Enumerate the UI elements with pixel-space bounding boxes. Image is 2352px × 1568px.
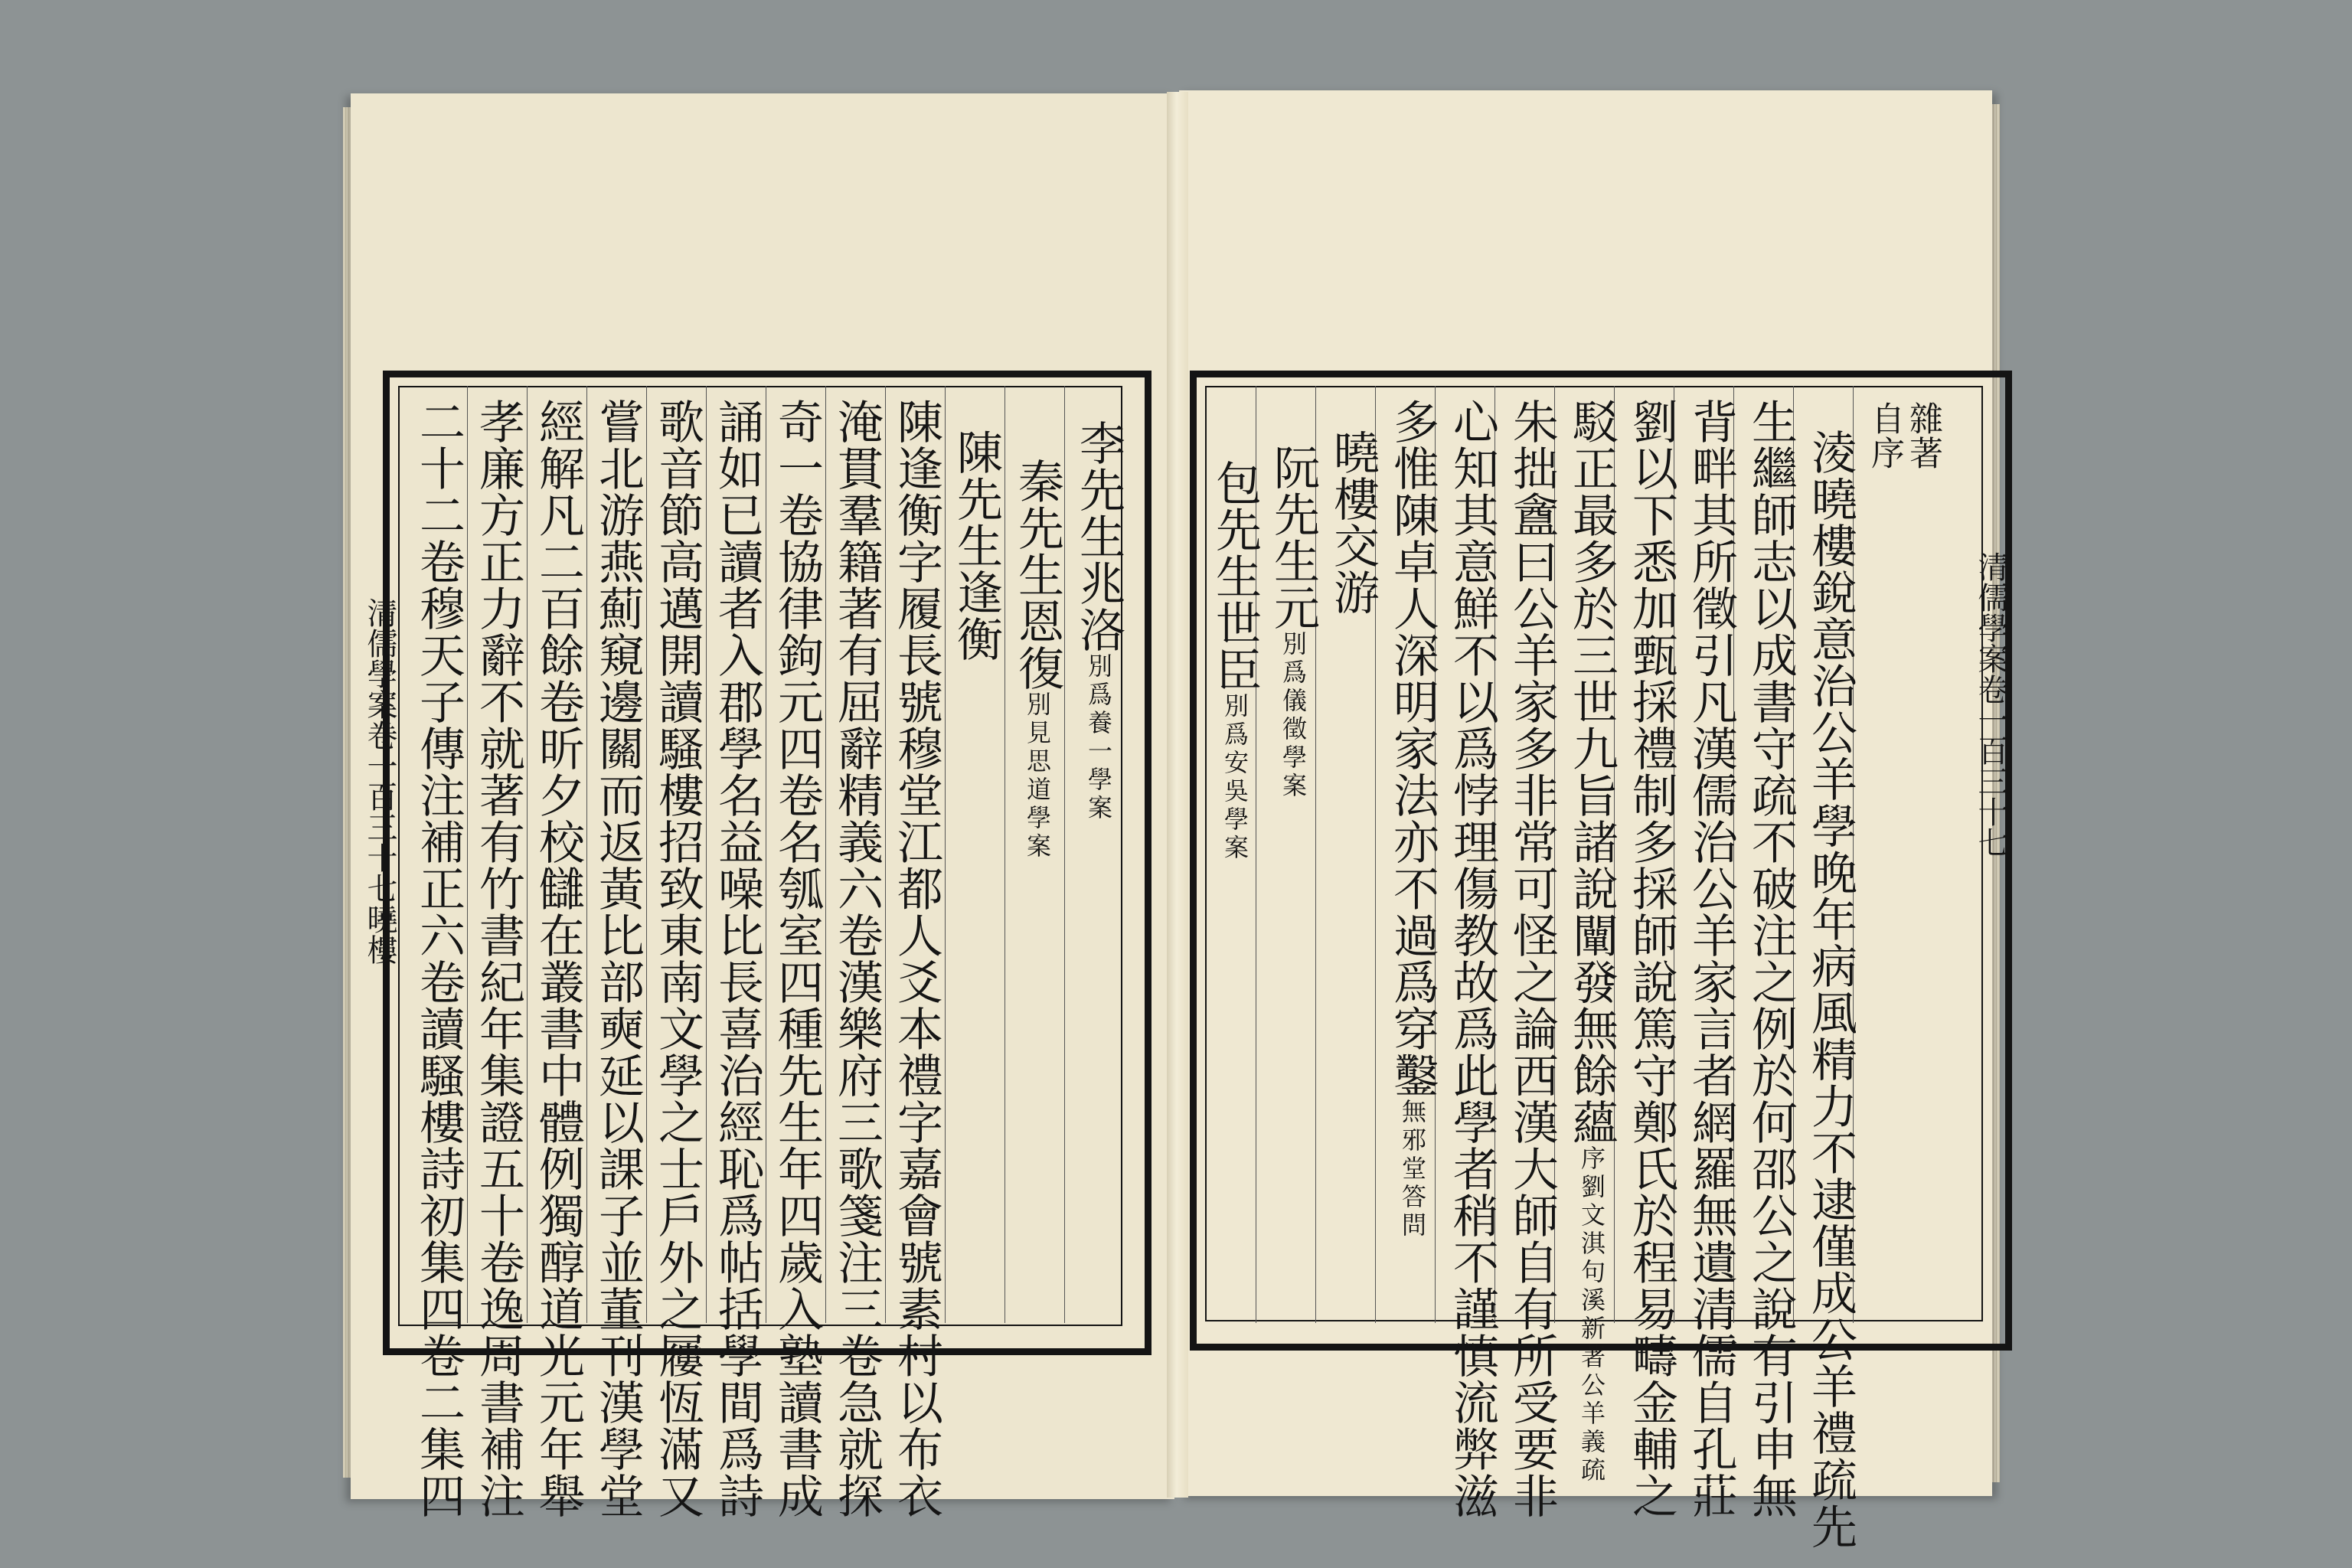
left-col-3: 陳先生逢衡 bbox=[949, 429, 1003, 662]
right-col-6: 劉以下悉加甄採禮制多採師說篤守鄭氏於程易疇金輔之 bbox=[1625, 398, 1678, 1519]
left-col-11: 孝廉方正力辭不就著有竹書紀年集證五十卷逸周書補注 bbox=[472, 398, 525, 1519]
left-col-4: 陳逢衡字履長號穆堂江都人爻本禮字嘉會號素村以布衣 bbox=[890, 398, 943, 1519]
right-col-4: 生繼師志以成書守疏不破注之例於何邵公之說有引申無 bbox=[1744, 398, 1798, 1519]
left-col-2-note: 別見思道學案 bbox=[1023, 691, 1052, 861]
left-col-2 bbox=[1012, 458, 1063, 861]
left-col-7: 誦如已讀者入郡學名益噪比長喜治經恥爲帖括學間爲詩 bbox=[710, 398, 764, 1519]
column-rule bbox=[825, 386, 826, 1323]
right-margin-title: 清儒學案卷一百三十七 bbox=[1973, 551, 2008, 858]
column-rule bbox=[527, 386, 528, 1323]
right-col-11: 曉樓交游 bbox=[1326, 429, 1380, 616]
left-col-6: 奇一卷協律鉤元四卷名瓠室四種先生年四歲入塾讀書成 bbox=[770, 398, 824, 1519]
left-col-1-note: 別爲養一學案 bbox=[1084, 653, 1113, 823]
right-col-10-text: 多惟陳卓人深明家法亦不過爲穿鑿 bbox=[1386, 398, 1439, 1099]
column-rule bbox=[885, 386, 886, 1323]
column-rule bbox=[706, 386, 707, 1323]
right-col-8: 朱拙盦曰公羊家多非常可怪之論西漢大師自有所受要非 bbox=[1505, 398, 1559, 1519]
right-col-9: 心知其意鮮不以爲悖理傷教故爲此學者稍不謹慎流弊滋 bbox=[1446, 398, 1499, 1519]
left-col-8: 歌音節高邁開讀騷樓招致東南文學之士戶外之屨恆滿又 bbox=[651, 398, 704, 1519]
right-col-1: 雜著 bbox=[1903, 401, 1942, 470]
left-margin-title: 清儒學案卷一百三十七曉樓 bbox=[362, 597, 397, 965]
right-col-12 bbox=[1268, 444, 1318, 801]
left-col-1 bbox=[1073, 420, 1124, 823]
right-col-10-note: 無邪堂答問 bbox=[1398, 1099, 1427, 1240]
left-col-5: 淹貫羣籍著有屈辭精義六卷漢樂府三歌箋注三卷急就探 bbox=[830, 398, 884, 1519]
column-rule bbox=[1004, 386, 1005, 1323]
right-col-5: 背畔其所徵引凡漢儒治公羊家言者網羅無遺清儒自孔莊 bbox=[1684, 398, 1738, 1519]
left-col-1-text: 李先生兆洛 bbox=[1072, 420, 1125, 653]
right-col-13-text: 包先生世臣 bbox=[1208, 459, 1262, 693]
column-rule bbox=[467, 386, 468, 1323]
left-col-2-text: 秦先生恩復 bbox=[1011, 458, 1064, 691]
right-col-7-text: 駁正最多於三世九旨諸說闡發無餘蘊 bbox=[1565, 398, 1619, 1145]
right-col-12-text: 阮先生元 bbox=[1266, 444, 1320, 631]
right-col-3: 淩曉樓銳意治公羊學晚年病風精力不逮僅成公羊禮疏先 bbox=[1804, 429, 1857, 1550]
column-rule bbox=[646, 386, 647, 1323]
book-gutter bbox=[1167, 92, 1188, 1498]
right-col-7 bbox=[1566, 398, 1617, 1485]
column-rule bbox=[1064, 386, 1065, 1323]
right-col-7-note: 序劉文淇句溪新著公羊義疏 bbox=[1577, 1145, 1606, 1485]
right-col-12-note: 別爲儀徵學案 bbox=[1279, 631, 1308, 801]
left-col-9: 嘗北游燕薊窺邊關而返黃比部奭延以課子並董刊漢學堂 bbox=[591, 398, 645, 1519]
right-col-13-note: 別爲安吳學案 bbox=[1220, 693, 1250, 863]
left-col-10: 經解凡二百餘卷昕夕校讎在叢書中體例獨醇道光元年舉 bbox=[531, 398, 585, 1519]
right-col-13 bbox=[1210, 459, 1260, 863]
left-col-12: 二十二卷穆天子傳注補正六卷讀騷樓詩初集四卷二集四 bbox=[412, 398, 466, 1519]
column-rule bbox=[586, 386, 587, 1323]
right-col-10 bbox=[1387, 398, 1438, 1240]
column-rule bbox=[945, 386, 946, 1323]
right-col-2: 自序 bbox=[1865, 401, 1904, 470]
